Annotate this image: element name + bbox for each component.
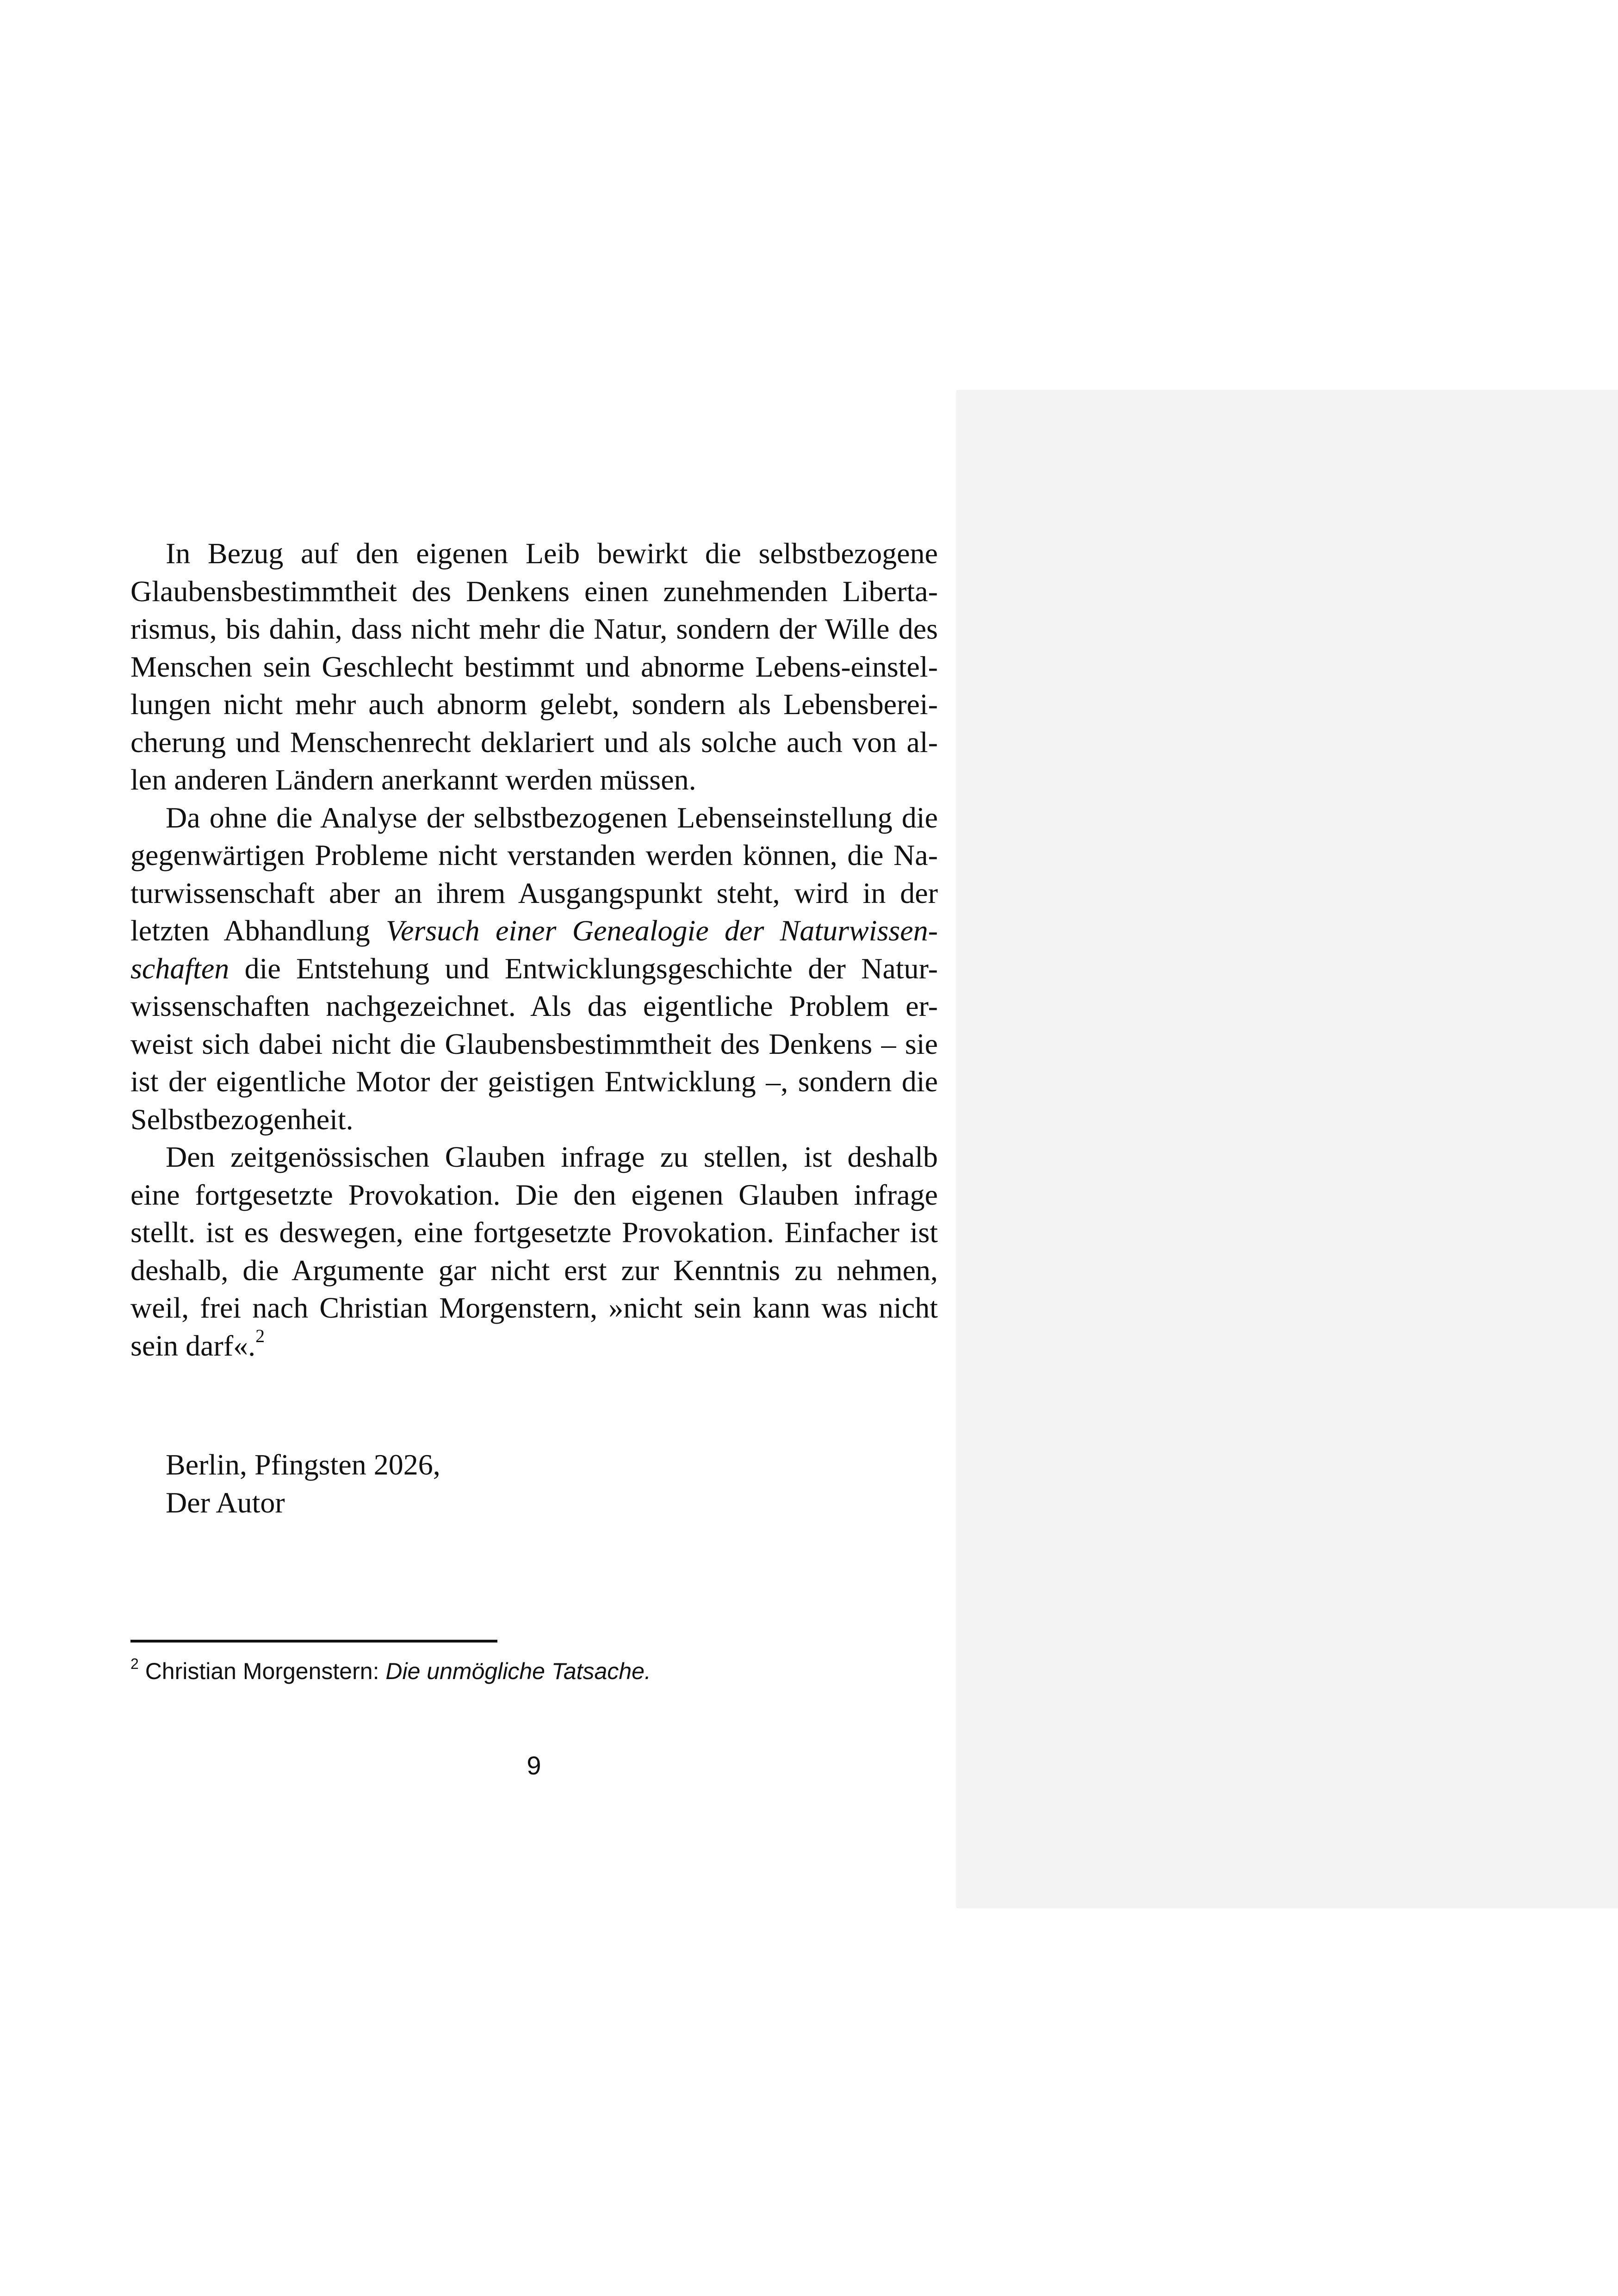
footnote-separator <box>130 1640 497 1643</box>
signature <box>166 1446 440 1522</box>
text-line <box>130 1327 938 1365</box>
text-line <box>130 950 938 988</box>
text-line: Menschen sein Geschlecht bestimmt und abnorme Lebens-einstel- <box>130 650 938 683</box>
footnote-number: 2 <box>130 1655 139 1673</box>
text-line: weist sich dabei nicht die Glaubensbestimmtheit des Denkens – sie <box>130 1027 938 1060</box>
footnote-text: Christian Morgenstern: <box>145 1658 386 1684</box>
text-line <box>130 912 938 950</box>
text-line: cherung und Menschenrecht deklariert und als solche auch von al- <box>130 725 938 759</box>
footnote <box>130 1656 651 1686</box>
signature-place-date: Berlin, Pfingsten 2026, <box>166 1448 440 1481</box>
text-line: ist der eigentliche Motor der geistigen Entwicklung –, sondern die <box>130 1065 938 1098</box>
text-line: weil, frei nach Christian Morgenstern, »nicht sein kann was nicht <box>130 1291 938 1324</box>
text-line: Glaubensbestimmtheit des Denkens einen zunehmenden Liberta- <box>130 574 938 608</box>
text-line: wissenschaften nachgezeichnet. Als das eigentliche Problem er- <box>130 989 938 1022</box>
book-title: Versuch einer Genealogie der Naturwissen- <box>386 914 938 947</box>
text-segment: letzten Abhandlung <box>130 914 386 947</box>
main-text <box>130 535 938 1364</box>
text-line: Selbstbezogenheit. <box>130 1102 353 1136</box>
text-line: lungen nicht mehr auch abnorm gelebt, sondern als Lebensberei- <box>130 688 938 721</box>
text-line: Da ohne die Analyse der selbstbezogenen Lebenseinstellung die <box>166 801 938 834</box>
signature-author: Der Autor <box>166 1486 285 1519</box>
comment-pane <box>956 390 1618 1908</box>
text-segment: die Entstehung und Entwicklungsgeschichte der Natur- <box>229 952 938 985</box>
text-line: deshalb, die Argumente gar nicht erst zur Kenntnis zu nehmen, <box>130 1253 938 1287</box>
text-line: rismus, bis dahin, dass nicht mehr die Natur, sondern der Wille des <box>130 612 938 645</box>
text-line: Den zeitgenössischen Glauben infrage zu stellen, ist deshalb <box>166 1140 938 1173</box>
page-number: 9 <box>527 1751 541 1780</box>
paragraph-3 <box>130 1138 938 1364</box>
text-line: stellt. ist es deswegen, eine fortgesetzte Provokation. Einfacher ist <box>130 1216 938 1249</box>
footnote-title: Die unmögliche Tatsache. <box>385 1658 651 1684</box>
footnote-reference[interactable]: 2 <box>255 1325 265 1347</box>
paragraph-2 <box>130 799 938 1139</box>
text-line: In Bezug auf den eigenen Leib bewirkt die selbstbezogene <box>166 537 938 570</box>
text-line: eine fortgesetzte Provokation. Die den eigenen Glauben infrage <box>130 1178 938 1211</box>
text-segment: sein darf«. <box>130 1329 256 1362</box>
text-line: turwissenschaft aber an ihrem Ausgangspunkt steht, wird in der <box>130 876 938 909</box>
text-line: len anderen Ländern anerkannt werden müssen. <box>130 763 696 796</box>
text-line: gegenwärtigen Probleme nicht verstanden werden können, die Na- <box>130 839 938 871</box>
book-title: schaften <box>130 952 229 985</box>
paragraph-1 <box>130 535 938 799</box>
